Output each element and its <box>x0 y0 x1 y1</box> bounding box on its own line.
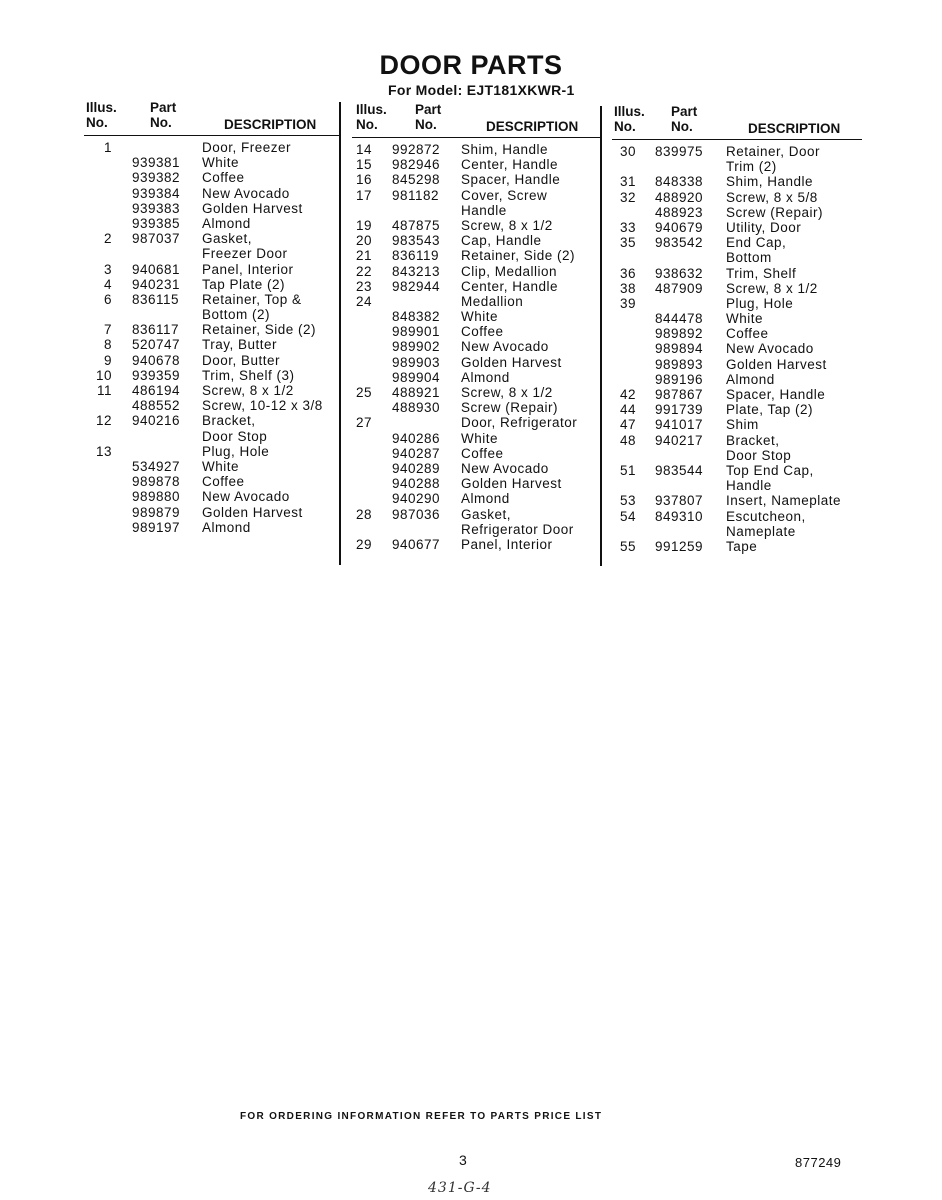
part-description: Retainer, Side (2) <box>202 322 317 338</box>
part-description: Screw, 8 x 1/2 <box>202 383 294 398</box>
page-title: DOOR PARTS <box>379 50 563 80</box>
table-row <box>352 400 600 415</box>
part-number: 983542 <box>655 235 704 251</box>
part-description: Trim, Shelf (3) <box>202 367 295 383</box>
illus-number: 6 <box>103 291 112 307</box>
part-description: Screw (Repair) <box>726 204 824 220</box>
header-part: Part <box>415 102 442 117</box>
table-row <box>352 415 600 430</box>
illus-number: 53 <box>619 493 636 509</box>
table-row <box>84 186 339 201</box>
table-row <box>352 294 600 309</box>
illus-number: 1 <box>103 140 112 155</box>
illus-number: 32 <box>619 189 636 205</box>
part-description: Bottom (2) <box>202 307 271 323</box>
part-number: 939381 <box>132 155 181 171</box>
part-description: New Avocado <box>461 339 549 355</box>
illus-number: 9 <box>103 352 112 368</box>
part-description: New Avocado <box>461 460 549 476</box>
illus-number: 4 <box>103 276 112 292</box>
part-number: 983543 <box>392 233 441 249</box>
part-description: Shim, Handle <box>726 174 814 190</box>
part-description: Tap Plate (2) <box>202 276 286 292</box>
table-row <box>612 417 862 432</box>
part-description: Plug, Hole <box>726 295 794 311</box>
illus-number: 16 <box>355 172 372 188</box>
part-description: Screw (Repair) <box>461 400 559 416</box>
part-number: 940287 <box>392 445 441 461</box>
part-number: 989904 <box>392 369 441 385</box>
part-description: Door, Freezer <box>202 140 292 155</box>
table-row <box>84 246 339 261</box>
part-description: Freezer Door <box>202 246 288 262</box>
part-number: 940217 <box>655 432 704 448</box>
ordering-info-note: FOR ORDERING INFORMATION REFER TO PARTS PRICE LIST <box>240 1111 603 1122</box>
column-divider <box>339 102 341 565</box>
part-number: 982946 <box>392 157 441 173</box>
table-row <box>84 292 339 307</box>
illus-number: 55 <box>619 538 636 554</box>
part-description: Screw, 8 x 5/8 <box>726 189 818 205</box>
part-description: White <box>202 155 240 171</box>
part-number: 989197 <box>132 519 181 535</box>
illus-number: 29 <box>355 536 372 552</box>
table-row <box>84 368 339 383</box>
part-description: Coffee <box>726 326 769 342</box>
illus-number: 38 <box>619 280 636 296</box>
part-description: Handle <box>726 478 772 494</box>
table-row <box>352 309 600 324</box>
header-description: DESCRIPTION <box>486 119 579 134</box>
part-description: Handle <box>461 202 507 218</box>
part-number: 940289 <box>392 460 441 476</box>
illus-number: 42 <box>619 387 636 402</box>
table-row <box>352 476 600 491</box>
part-description: Tray, Butter <box>202 337 278 353</box>
part-number: 981182 <box>392 187 440 203</box>
part-number: 991739 <box>655 402 704 418</box>
parts-column-2 <box>352 102 600 552</box>
part-number: 488930 <box>392 400 441 416</box>
illus-number: 36 <box>619 265 636 281</box>
table-row <box>352 324 600 339</box>
illus-number: 19 <box>355 217 372 233</box>
part-number: 488552 <box>132 398 181 414</box>
part-description: Almond <box>461 369 510 385</box>
part-description: Almond <box>202 519 251 535</box>
part-number: 845298 <box>392 172 441 188</box>
part-description: Almond <box>726 371 775 387</box>
illus-number: 25 <box>355 385 372 400</box>
table-row <box>352 279 600 294</box>
illus-number: 51 <box>619 462 636 478</box>
page-number: 3 <box>459 1152 467 1168</box>
part-description: Coffee <box>202 170 245 186</box>
table-row <box>612 190 862 205</box>
part-number: 488920 <box>655 189 704 205</box>
part-description: Coffee <box>461 445 504 461</box>
illus-number: 28 <box>355 506 372 522</box>
column-header <box>84 100 339 136</box>
part-description: Escutcheon, <box>726 508 806 524</box>
illus-number: 17 <box>355 187 372 203</box>
table-row <box>84 383 339 398</box>
table-row <box>612 524 862 539</box>
table-row <box>352 264 600 279</box>
part-number: 983544 <box>655 462 704 478</box>
part-description: Screw, 8 x 1/2 <box>461 217 553 233</box>
header-illus-no: No. <box>86 115 108 130</box>
part-number: 940678 <box>132 352 181 368</box>
table-row <box>352 461 600 476</box>
header-illus: Illus. <box>86 100 117 115</box>
part-description: Refrigerator Door <box>461 521 574 537</box>
part-description: Retainer, Door <box>726 144 821 159</box>
part-description: Gasket, <box>461 506 512 522</box>
header-illus: Illus. <box>614 104 645 119</box>
part-number: 940216 <box>132 413 181 429</box>
part-description: Bracket, <box>726 432 780 448</box>
part-number: 520747 <box>132 337 181 353</box>
part-number: 487875 <box>392 217 441 233</box>
part-number: 940679 <box>655 219 704 235</box>
part-number: 486194 <box>132 383 181 398</box>
part-description: Coffee <box>461 324 504 340</box>
part-description: Coffee <box>202 474 245 490</box>
table-row <box>352 446 600 461</box>
table-row <box>612 296 862 311</box>
part-number: 982944 <box>392 278 441 294</box>
table-row <box>84 231 339 246</box>
part-description: Spacer, Handle <box>726 387 826 402</box>
illus-number: 11 <box>96 383 112 398</box>
table-row <box>612 311 862 326</box>
part-description: White <box>726 311 764 327</box>
part-description: New Avocado <box>202 185 290 201</box>
parts-column-3 <box>612 104 862 554</box>
table-row <box>352 142 600 157</box>
table-row <box>612 509 862 524</box>
table-row <box>352 218 600 233</box>
table-row <box>352 431 600 446</box>
part-description: Trim (2) <box>726 159 777 175</box>
illus-number: 13 <box>95 443 112 459</box>
illus-number: 8 <box>103 337 112 353</box>
table-row <box>84 307 339 322</box>
part-description: Door, Butter <box>202 352 281 368</box>
part-description: White <box>461 309 499 325</box>
illus-number: 3 <box>103 261 112 277</box>
part-description: Tape <box>726 538 758 554</box>
model-subtitle: For Model: EJT181XKWR-1 <box>388 82 575 98</box>
part-description: Bracket, <box>202 413 256 429</box>
table-row <box>612 463 862 478</box>
table-row <box>612 387 862 402</box>
table-row <box>84 520 339 535</box>
header-description: DESCRIPTION <box>748 121 841 136</box>
table-row <box>352 339 600 354</box>
part-description: Almond <box>461 491 510 507</box>
part-number: 488923 <box>655 204 704 220</box>
header-illus-no: No. <box>614 119 636 134</box>
part-description: Door Stop <box>726 447 792 463</box>
part-number: 989879 <box>132 504 181 520</box>
table-row <box>352 370 600 385</box>
header-illus: Illus. <box>356 102 387 117</box>
part-number: 987037 <box>132 231 181 247</box>
column-divider <box>600 106 602 566</box>
table-row <box>352 248 600 263</box>
header-description: DESCRIPTION <box>224 117 317 132</box>
part-description: Center, Handle <box>461 157 559 173</box>
part-description: Panel, Interior <box>461 536 553 552</box>
part-description: Plug, Hole <box>202 443 270 459</box>
table-row <box>352 203 600 218</box>
part-description: Door Stop <box>202 428 268 444</box>
column-header <box>612 104 862 140</box>
illus-number: 24 <box>355 293 372 309</box>
part-number: 989901 <box>392 324 441 340</box>
part-number: 940288 <box>392 476 441 492</box>
table-row <box>352 233 600 248</box>
illus-number: 30 <box>619 144 636 159</box>
part-number: 848382 <box>392 309 441 325</box>
part-number: 848338 <box>655 174 704 190</box>
table-row <box>84 489 339 504</box>
part-number: 839975 <box>655 144 704 159</box>
part-description: Golden Harvest <box>461 476 562 492</box>
part-description: Shim, Handle <box>461 142 549 157</box>
part-description: Utility, Door <box>726 219 802 235</box>
part-number: 989903 <box>392 354 441 370</box>
header-part-no: No. <box>415 117 437 132</box>
part-description: Top End Cap, <box>726 462 814 478</box>
part-description: Retainer, Side (2) <box>461 248 576 264</box>
table-row <box>612 402 862 417</box>
part-description: Bottom <box>726 250 772 266</box>
table-row <box>612 250 862 265</box>
part-number: 937807 <box>655 493 704 509</box>
table-row <box>84 337 339 352</box>
part-number: 941017 <box>655 417 704 433</box>
part-description: Gasket, <box>202 231 253 247</box>
part-number: 989893 <box>655 356 704 372</box>
illus-number: 47 <box>619 417 636 433</box>
table-row <box>612 220 862 235</box>
part-description: Screw, 10-12 x 3/8 <box>202 398 323 414</box>
part-description: Golden Harvest <box>202 200 303 216</box>
part-number: 843213 <box>392 263 441 279</box>
table-row <box>612 478 862 493</box>
part-description: Trim, Shelf <box>726 265 797 281</box>
table-row <box>84 155 339 170</box>
table-row <box>612 144 862 159</box>
part-description: Cap, Handle <box>461 233 542 249</box>
illus-number: 15 <box>355 157 372 173</box>
part-description: New Avocado <box>726 341 814 357</box>
table-row <box>84 474 339 489</box>
part-description: Panel, Interior <box>202 261 294 277</box>
part-number: 488921 <box>392 385 441 400</box>
part-description: White <box>202 458 240 474</box>
table-row <box>612 205 862 220</box>
illus-number: 31 <box>619 174 636 190</box>
part-description: Clip, Medallion <box>461 263 558 279</box>
part-description: Golden Harvest <box>726 356 827 372</box>
part-number: 940677 <box>392 536 441 552</box>
table-row <box>612 341 862 356</box>
illus-number: 48 <box>619 432 636 448</box>
table-row <box>84 398 339 413</box>
part-description: Door, Refrigerator <box>461 415 578 431</box>
table-row <box>612 159 862 174</box>
part-number: 989878 <box>132 474 181 490</box>
part-description: Retainer, Top & <box>202 291 302 307</box>
document-number: 877249 <box>795 1155 842 1170</box>
part-description: Center, Handle <box>461 278 559 294</box>
table-row <box>84 170 339 185</box>
part-number: 939382 <box>132 170 181 186</box>
table-row <box>612 539 862 554</box>
part-description: Screw, 8 x 1/2 <box>726 280 818 296</box>
illus-number: 39 <box>619 295 636 311</box>
table-row <box>84 216 339 231</box>
part-description: Spacer, Handle <box>461 172 561 188</box>
handwritten-note: 431-G-4 <box>428 1180 492 1196</box>
illus-number: 27 <box>355 415 372 431</box>
table-row <box>352 491 600 506</box>
part-number: 534927 <box>132 458 181 474</box>
table-row <box>612 326 862 341</box>
header-part: Part <box>671 104 698 119</box>
part-number: 836119 <box>392 248 440 264</box>
table-row <box>84 505 339 520</box>
illus-number: 2 <box>103 231 112 247</box>
part-description: Medallion <box>461 293 524 309</box>
part-description: Nameplate <box>726 523 796 539</box>
table-row <box>352 172 600 187</box>
part-number: 989880 <box>132 489 181 505</box>
table-row <box>612 493 862 508</box>
part-description: Plate, Tap (2) <box>726 402 814 418</box>
table-row <box>612 281 862 296</box>
part-number: 836115 <box>132 291 180 307</box>
illus-number: 21 <box>355 248 372 264</box>
part-description: Golden Harvest <box>202 504 303 520</box>
part-number: 487909 <box>655 280 704 296</box>
table-row <box>352 507 600 522</box>
part-description: Cover, Screw <box>461 187 548 203</box>
illus-number: 20 <box>355 233 372 249</box>
table-row <box>84 353 339 368</box>
column-header <box>352 102 600 138</box>
table-row <box>612 235 862 250</box>
part-number: 938632 <box>655 265 704 281</box>
table-row <box>84 413 339 428</box>
illus-number: 10 <box>95 367 112 383</box>
part-number: 989894 <box>655 341 704 357</box>
table-row <box>612 448 862 463</box>
header-illus-no: No. <box>356 117 378 132</box>
part-description: Almond <box>202 215 251 231</box>
table-row <box>352 157 600 172</box>
table-row <box>84 277 339 292</box>
part-number: 987036 <box>392 506 441 522</box>
part-description: End Cap, <box>726 235 787 251</box>
table-row <box>84 262 339 277</box>
illus-number: 35 <box>619 235 636 251</box>
part-description: New Avocado <box>202 489 290 505</box>
illus-number: 33 <box>619 219 636 235</box>
table-row <box>84 140 339 155</box>
part-description: Shim <box>726 417 759 433</box>
part-description: Screw, 8 x 1/2 <box>461 385 553 400</box>
table-row <box>612 266 862 281</box>
table-row <box>352 188 600 203</box>
table-row <box>84 429 339 444</box>
table-row <box>84 459 339 474</box>
part-number: 940231 <box>132 276 181 292</box>
illus-number: 44 <box>619 402 636 418</box>
part-number: 989196 <box>655 371 704 387</box>
part-number: 939359 <box>132 367 181 383</box>
table-row <box>612 174 862 189</box>
part-description: Golden Harvest <box>461 354 562 370</box>
part-number: 989892 <box>655 326 704 342</box>
table-row <box>612 372 862 387</box>
part-number: 939385 <box>132 215 181 231</box>
part-description: Insert, Nameplate <box>726 493 842 509</box>
table-row <box>612 433 862 448</box>
header-part: Part <box>150 100 177 115</box>
part-number: 940290 <box>392 491 441 507</box>
table-row <box>352 355 600 370</box>
illus-number: 23 <box>355 278 372 294</box>
illus-number: 14 <box>355 142 372 157</box>
part-number: 844478 <box>655 311 704 327</box>
illus-number: 12 <box>95 413 112 429</box>
part-number: 849310 <box>655 508 704 524</box>
table-row <box>612 357 862 372</box>
header-part-no: No. <box>150 115 172 130</box>
table-row <box>84 201 339 216</box>
part-description: White <box>461 430 499 446</box>
part-number: 987867 <box>655 387 704 402</box>
part-number: 836117 <box>132 322 180 338</box>
table-row <box>84 444 339 459</box>
table-row <box>352 385 600 400</box>
illus-number: 7 <box>103 322 112 338</box>
table-row <box>352 537 600 552</box>
parts-column-1 <box>84 100 339 535</box>
part-number: 940286 <box>392 430 441 446</box>
part-number: 940681 <box>132 261 181 277</box>
part-number: 992872 <box>392 142 441 157</box>
header-part-no: No. <box>671 119 693 134</box>
table-row <box>352 522 600 537</box>
part-number: 939384 <box>132 185 181 201</box>
part-number: 939383 <box>132 200 181 216</box>
table-row <box>84 322 339 337</box>
illus-number: 54 <box>619 508 636 524</box>
illus-number: 22 <box>355 263 372 279</box>
part-number: 989902 <box>392 339 441 355</box>
part-number: 991259 <box>655 538 704 554</box>
